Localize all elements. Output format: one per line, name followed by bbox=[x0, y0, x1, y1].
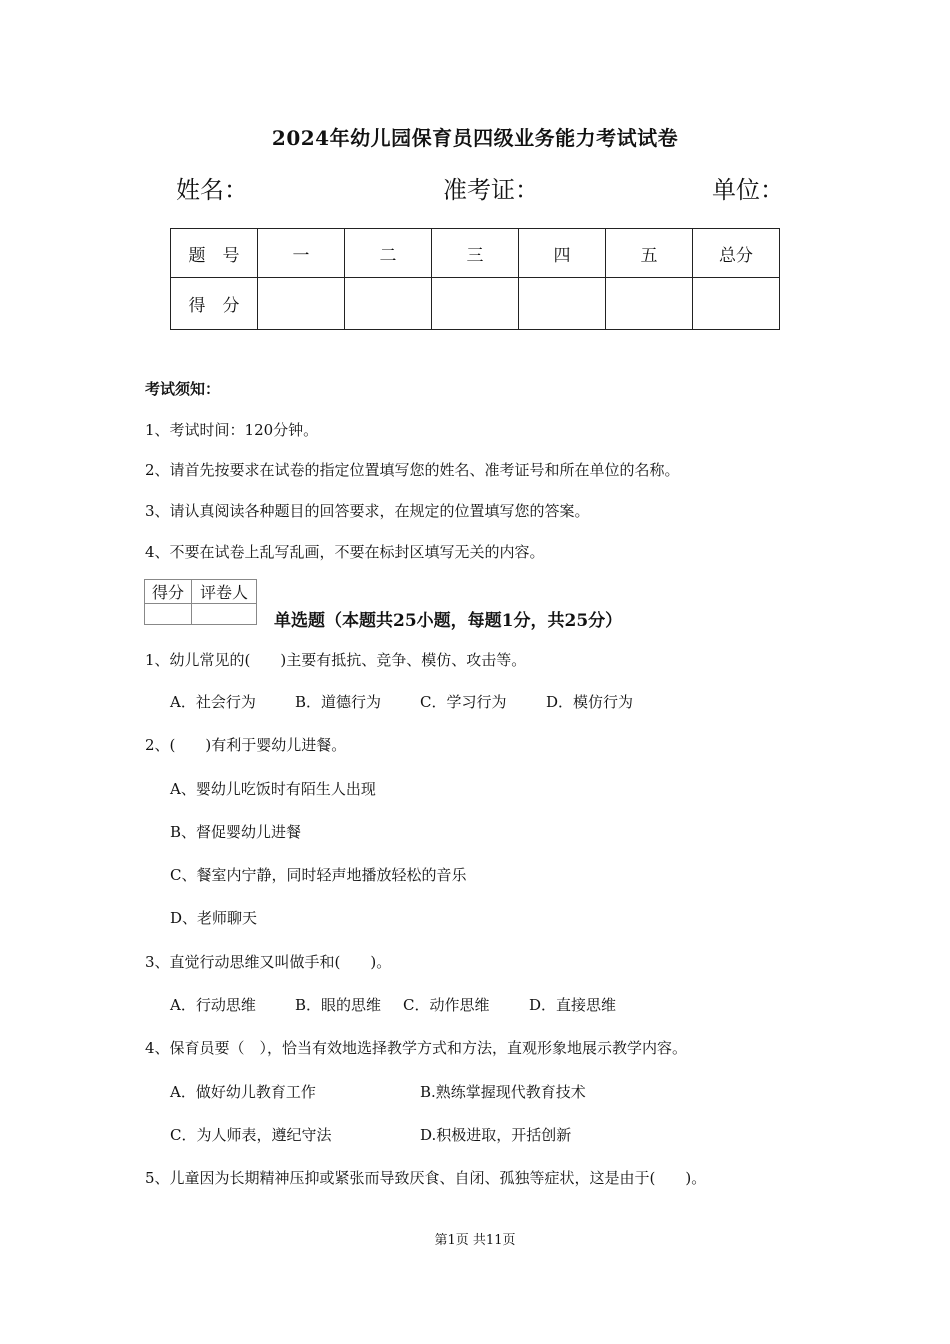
question-option: B.熟练掌握现代教育技术 bbox=[420, 1083, 586, 1101]
question-stem: 2、( )有利于婴幼儿进餐。 bbox=[145, 736, 347, 754]
question-option: C、餐室内宁静，同时轻声地播放轻松的音乐 bbox=[170, 866, 467, 884]
score-header-cell: 三 bbox=[432, 229, 519, 278]
score-input-cell[interactable] bbox=[606, 278, 693, 330]
notice-item: 3、请认真阅读各种题目的回答要求，在规定的位置填写您的答案。 bbox=[145, 502, 590, 520]
question-option: A、婴幼儿吃饭时有陌生人出现 bbox=[170, 780, 376, 798]
grader-name-input[interactable] bbox=[192, 604, 257, 625]
question-option: A．社会行为 bbox=[170, 693, 256, 711]
grader-score-label: 得分 bbox=[145, 580, 192, 604]
question-option: B．道德行为 bbox=[295, 693, 382, 711]
notice-item: 4、不要在试卷上乱写乱画，不要在标封区填写无关的内容。 bbox=[145, 543, 545, 561]
question-option: C．动作思维 bbox=[403, 996, 490, 1014]
notice-item: 2、请首先按要求在试卷的指定位置填写您的姓名、准考证号和所在单位的名称。 bbox=[145, 461, 680, 479]
score-input-cell[interactable] bbox=[519, 278, 606, 330]
score-row-label: 得 分 bbox=[171, 278, 258, 330]
score-input-cell[interactable] bbox=[432, 278, 519, 330]
notice-title: 考试须知： bbox=[145, 380, 221, 398]
question-option: D．模仿行为 bbox=[546, 693, 634, 711]
score-table-score-row bbox=[171, 278, 780, 330]
question-option: A．行动思维 bbox=[170, 996, 256, 1014]
question-option: C．为人师表，遵纪守法 bbox=[170, 1126, 332, 1144]
name-label: 姓名： bbox=[176, 176, 248, 204]
score-table bbox=[170, 228, 780, 330]
question-option: D、老师聊天 bbox=[170, 909, 258, 927]
exam-id-label: 准考证： bbox=[443, 176, 539, 204]
score-header-cell: 题 号 bbox=[171, 229, 258, 278]
score-header-cell: 总分 bbox=[693, 229, 780, 278]
score-header-cell: 四 bbox=[519, 229, 606, 278]
question-option: D.积极进取，开括创新 bbox=[420, 1126, 572, 1144]
score-header-cell: 五 bbox=[606, 229, 693, 278]
question-option: B．眼的思维 bbox=[295, 996, 382, 1014]
score-table-header-row bbox=[171, 229, 780, 278]
page-footer: 第1页 共11页 bbox=[434, 1233, 516, 1248]
question-stem: 1、幼儿常见的( )主要有抵抗、竞争、模仿、攻击等。 bbox=[145, 651, 527, 669]
question-stem: 3、直觉行动思维又叫做手和( )。 bbox=[145, 953, 392, 971]
page-title: 2024年幼儿园保育员四级业务能力考试试卷 bbox=[271, 126, 679, 150]
question-option: C．学习行为 bbox=[420, 693, 507, 711]
question-stem: 4、保育员要（ ），恰当有效地选择教学方式和方法，直观形象地展示教学内容。 bbox=[145, 1039, 688, 1057]
notice-item: 1、考试时间：120分钟。 bbox=[145, 421, 319, 439]
question-option: B、督促婴幼儿进餐 bbox=[170, 823, 302, 841]
score-input-cell[interactable] bbox=[345, 278, 432, 330]
grader-box bbox=[144, 579, 257, 625]
score-header-cell: 一 bbox=[258, 229, 345, 278]
section-title: 单选题（本题共25小题，每题1分，共25分） bbox=[274, 611, 623, 631]
question-stem: 5、儿童因为长期精神压抑或紧张而导致厌食、自闭、孤独等症状，这是由于( )。 bbox=[145, 1169, 707, 1187]
grader-name-label: 评卷人 bbox=[192, 580, 257, 604]
question-option: D．直接思维 bbox=[529, 996, 617, 1014]
question-option: A．做好幼儿教育工作 bbox=[170, 1083, 316, 1101]
score-input-cell[interactable] bbox=[258, 278, 345, 330]
grader-score-input[interactable] bbox=[145, 604, 192, 625]
score-input-cell[interactable] bbox=[693, 278, 780, 330]
unit-label: 单位： bbox=[712, 176, 784, 204]
score-header-cell: 二 bbox=[345, 229, 432, 278]
